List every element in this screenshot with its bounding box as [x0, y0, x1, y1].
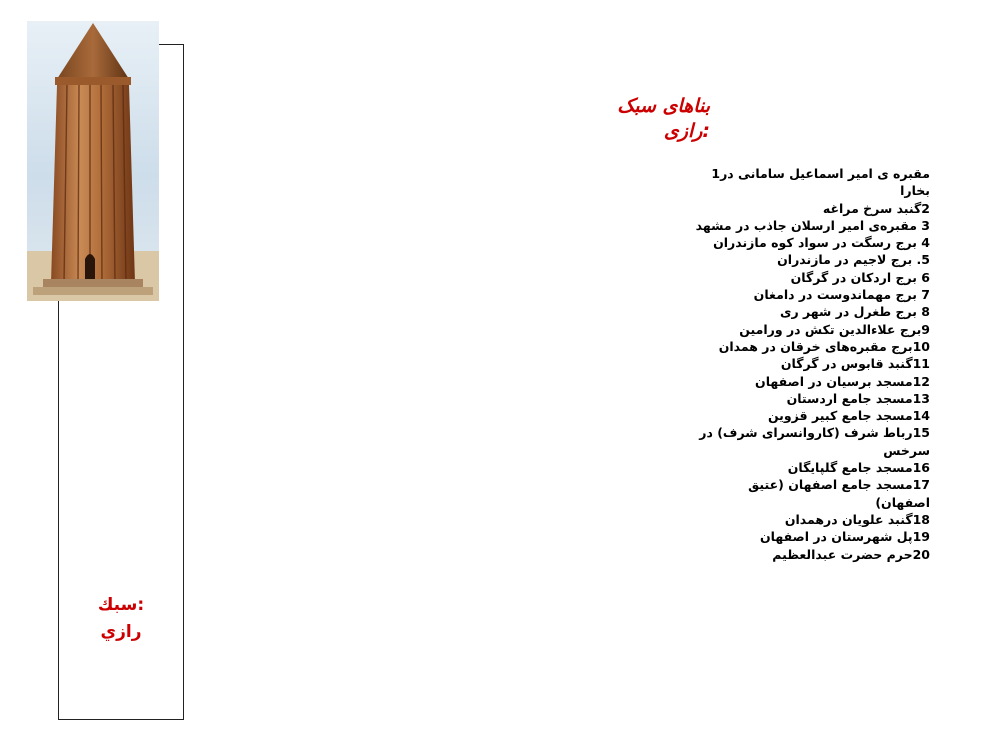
slide-heading-line-1: بناهای سبک — [617, 95, 710, 117]
list-item — [640, 407, 930, 424]
list-item-text: 9برج علاءالدین تکش در ورامین — [739, 321, 930, 337]
list-item — [640, 217, 930, 234]
list-item-text: 3 مقبره‌ی امیر ارسلان جاذب در مشهد — [695, 217, 930, 233]
list-item-text: 17مسجد جامع اصفهان (عتیق — [748, 477, 930, 493]
list-item-text: 6 برج اردکان در گرگان — [790, 269, 930, 285]
building-list — [640, 165, 930, 563]
list-item-text: 8 برج طغرل در شهر ری — [780, 304, 930, 320]
list-item — [640, 390, 930, 407]
list-item-text: 10برج مقبره‌های خرقان در همدان — [718, 338, 930, 354]
list-item-text: 5. برج لاجیم در مازندران — [777, 252, 930, 268]
list-item — [640, 373, 930, 390]
list-item-text: 4 برج رسگت در سواد کوه مازندران — [713, 235, 930, 251]
slide-heading — [560, 94, 710, 144]
list-item-text: 12مسجد برسیان در اصفهان — [755, 373, 930, 389]
list-item-text: بخارا — [900, 183, 930, 199]
list-item-text: 2گنبد سرخ مراغه — [822, 200, 930, 216]
list-item-text: 16مسجد جامع گلپایگان — [787, 460, 930, 476]
list-item — [640, 546, 930, 563]
list-item — [640, 528, 930, 545]
list-item — [640, 338, 930, 355]
list-item — [640, 355, 930, 372]
list-item-text: 13مسجد جامع اردستان — [786, 390, 930, 406]
list-item — [640, 269, 930, 286]
list-item-text: 19پل شهرستان در اصفهان — [760, 529, 930, 545]
list-item — [640, 303, 930, 320]
list-item — [640, 165, 930, 200]
list-item — [640, 286, 930, 303]
list-item — [640, 424, 930, 459]
list-item — [640, 234, 930, 251]
slide-heading-line-2: :رازی — [663, 120, 710, 142]
side-caption-line-1: :سبك — [97, 595, 145, 615]
tower-illustration — [27, 21, 159, 301]
side-caption-line-2: رازي — [100, 622, 142, 642]
list-item-text: 14مسجد جامع کبیر قزوین — [767, 408, 930, 424]
list-item-text: مقبره ی امیر اسماعیل سامانی در1 — [711, 166, 930, 181]
list-item — [640, 459, 930, 476]
list-item — [640, 200, 930, 217]
list-item-text: 18گنبد علویان درهمدان — [784, 511, 930, 527]
list-item-text: 7 برج مهماندوست در دامغان — [753, 287, 930, 303]
list-item-text: 15رباط شرف (کاروانسرای شرف) در — [699, 425, 930, 441]
side-caption — [58, 592, 184, 646]
list-item — [640, 251, 930, 268]
list-item-text: اصفهان) — [875, 494, 930, 510]
tower-image — [27, 21, 159, 301]
list-item — [640, 476, 930, 511]
list-item — [640, 511, 930, 528]
list-item-text: 20حرم حضرت عبدالعظیم — [772, 546, 930, 562]
list-item — [640, 321, 930, 338]
list-item-text: سرخس — [883, 442, 930, 458]
list-item-text: 11گنبد قابوس در گرگان — [780, 356, 930, 372]
